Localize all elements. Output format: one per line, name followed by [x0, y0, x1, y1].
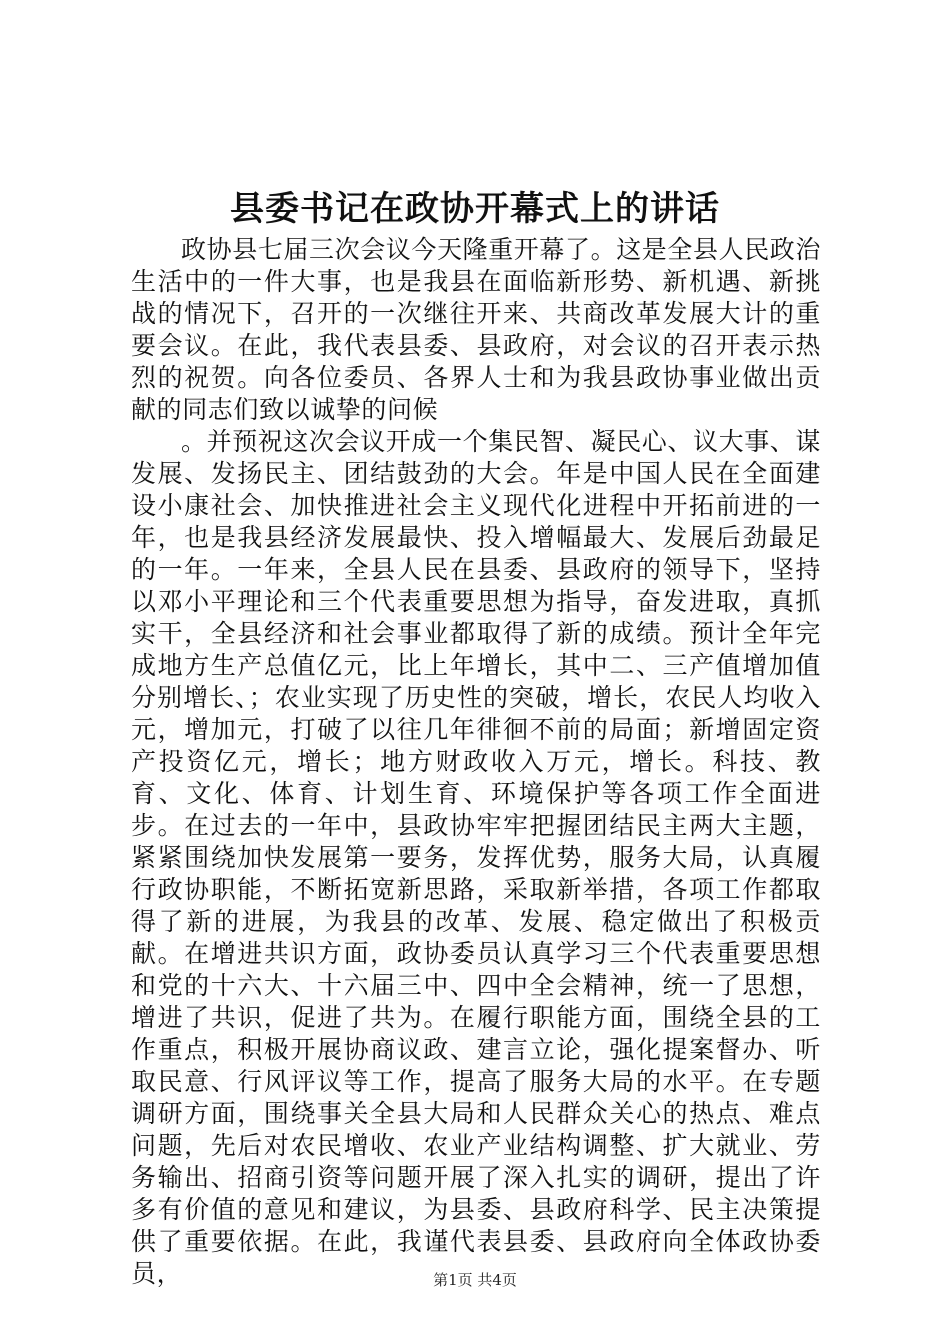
- document-title: 县委书记在政协开幕式上的讲话: [230, 189, 720, 229]
- paragraph-1: 政协县七届三次会议今天隆重开幕了。这是全县人民政治生活中的一件大事，也是我县在面临新形势、新机遇、新挑战的情况下，召开的一次继往开来、共商改革发展大计的重要会议。在此，我代表县委、县政府，对会议的召开表示热烈的祝贺。向各位委员、各界人士和为我县政协事业做出贡献的同志们致以诚挚的问候: [131, 235, 822, 424]
- page-footer: 第1页 共4页: [433, 1271, 517, 1289]
- paragraph-2: 。并预祝这次会议开成一个集民智、凝民心、议大事、谋发展、发扬民主、团结鼓劲的大会。年是中国人民在全面建设小康社会、加快推进社会主义现代化进程中开拓前进的一年，也是我县经济发展最快、投入增幅最大、发展后劲最足的一年。一年来，全县人民在县委、县政府的领导下，坚持以邓小平理论和三个代表重要思想为指导，奋发进取，真抓实干，全县经济和社会事业都取得了新的成绩。预计全年完成地方生产总值亿元，比上年增长，其中二、三产值增加值分别增长、；农业实现了历史性的突破，增长，农民人均收入元，增加元，打破了以往几年徘徊不前的局面；新增固定资产投资亿元，增长；地方财政收入万元，增长。科技、教育、文化、体育、计划生育、环境保护等各项工作全面进步。在过去的一年中，县政协牢牢把握团结民主两大主题，紧紧围绕加快发展第一要务，发挥优势，服务大局，认真履行政协职能，不断拓宽新思路，采取新举措，各项工作都取得了新的进展，为我县的改革、发展、稳定做出了积极贡献。在增进共识方面，政协委员认真学习三个代表重要思想和党的十六大、十六届三中、四中全会精神，统一了思想，增进了共识，促进了共为。在履行职能方面，围绕全县的工作重点，积极开展协商议政、建言立论，强化提案督办、听取民意、行风评议等工作，提高了服务大局的水平。在专题调研方面，围绕事关全县大局和人民群众关心的热点、难点问题，先后对农民增收、农业产业结构调整、扩大就业、劳务输出、招商引资等问题开展了深入扎实的调研，提出了许多有价值的意见和建议，为县委、县政府科学、民主决策提供了重要依据。在此，我谨代表县委、县政府向全体政协委员，: [131, 427, 822, 1288]
- document-body: [131, 234, 821, 1290]
